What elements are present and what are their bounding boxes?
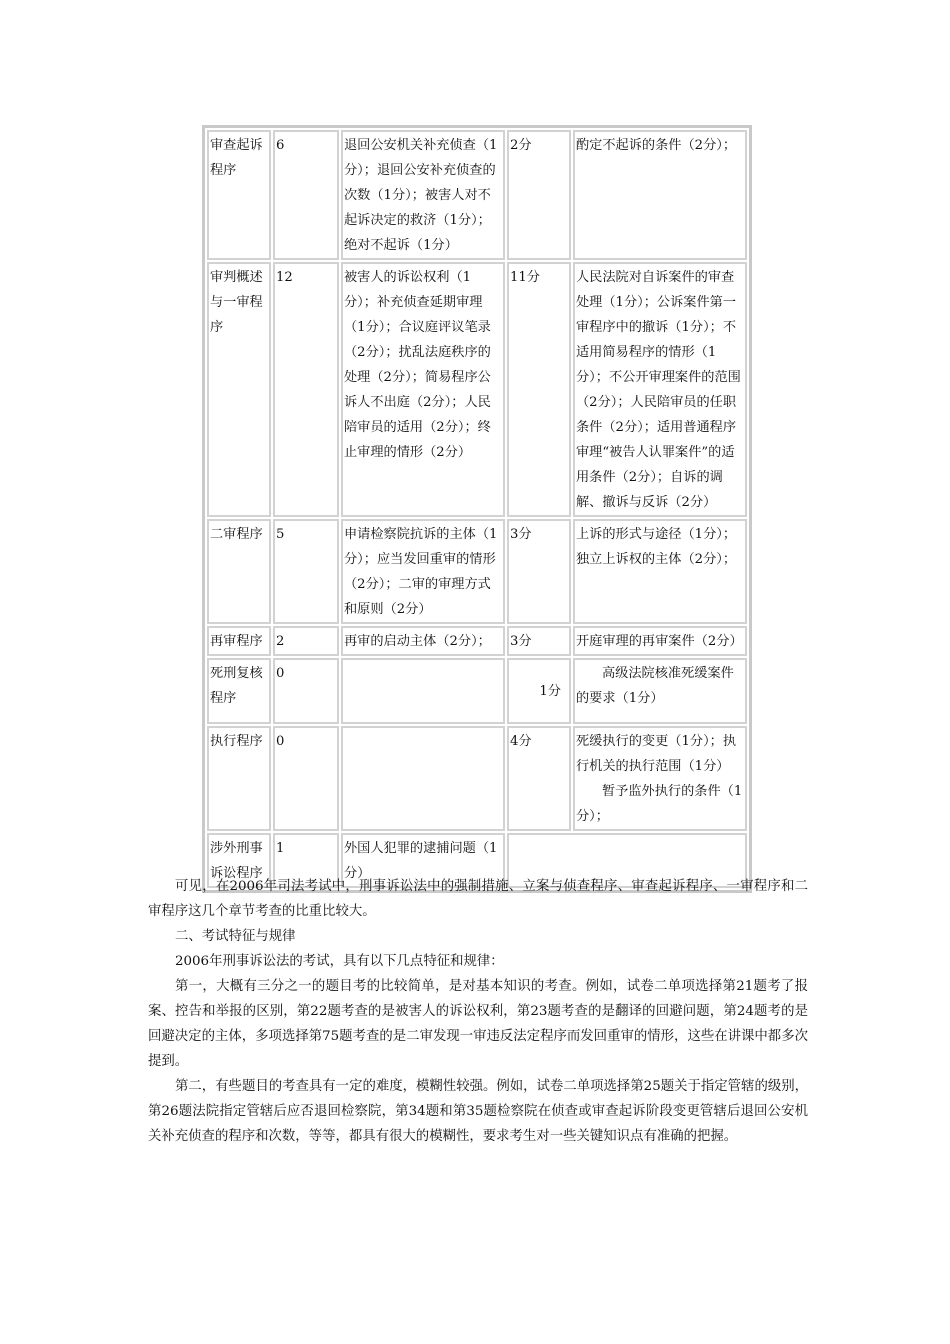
paragraph: 2006年刑事诉讼法的考试，具有以下几点特征和规律： <box>175 954 504 969</box>
points-other-text: 高级法院核准死缓案件的要求（1分） <box>576 666 734 706</box>
score-2006-cell: 2 <box>273 626 339 656</box>
score-other-cell <box>507 658 571 724</box>
table-row <box>207 626 747 656</box>
points-2006-cell: 退回公安机关补充侦查（1分）；退回公安补充侦查的次数（1分）；被害人对不起诉决定的救济（1分）；绝对不起诉（1分） <box>341 130 505 260</box>
paragraph: 第二，有些题目的考查具有一定的难度，模糊性较强。例如，试卷二单项选择第25题关于指定管辖的级别，第26题法院指定管辖后应否退回检察院，第34题和第35题检察院在侦查或审查起诉阶段变更管辖后退回公安机关补充侦查的程序和次数，等等，都具有很大的模糊性，要求考生对一些关键知识点有准确的把握。 <box>148 1079 809 1144</box>
points-2006-cell: 被害人的诉讼权利（1分）；补充侦查延期审理（1分）；合议庭评议笔录（2分）；扰乱法庭秩序的处理（2分）；简易程序公诉人不出庭（2分）；人民陪审员的适用（2分）；终止审理的情形（2分） <box>341 262 505 517</box>
paragraph: 第一，大概有三分之一的题目考的比较简单，是对基本知识的考查。例如，试卷二单项选择第21题考了报案、控告和举报的区别，第22题考查的是被害人的诉讼权利，第23题考查的是翻译的回避问题，第24题考的是回避决定的主体，多项选择第75题考查的是二审发现一审违反法定程序而发回重审的情形，这些在讲课中都多次提到。 <box>148 979 808 1069</box>
chapter-cell: 涉外刑事诉讼程序 <box>207 833 271 888</box>
score-other-cell: 3分 <box>507 519 571 624</box>
table-row <box>207 726 747 831</box>
score-other-text: 1分 <box>539 684 561 699</box>
score-2006-cell: 5 <box>273 519 339 624</box>
points-2006-cell <box>341 658 505 724</box>
points-other-cell: 开庭审理的再审案件（2分） <box>573 626 747 656</box>
score-other-cell: 2分 <box>507 130 571 260</box>
chapter-cell: 审判概述与一审程序 <box>207 262 271 517</box>
table-row <box>207 519 747 624</box>
chapter-cell: 死刑复核程序 <box>207 658 271 724</box>
score-2006-cell: 6 <box>273 130 339 260</box>
table-row <box>207 262 747 517</box>
score-other-cell: 4分 <box>507 726 571 831</box>
paragraph: 可见，在2006年司法考试中，刑事诉讼法中的强制措施、立案与侦查程序、审查起诉程序、一审程序和二审程序这几个章节考查的比重比较大。 <box>148 879 808 919</box>
score-2006-cell: 0 <box>273 726 339 831</box>
points-other-cell: 酌定不起诉的条件（2分）； <box>573 130 747 260</box>
chapter-cell: 二审程序 <box>207 519 271 624</box>
points-other-cell: 上诉的形式与途径（1分）；独立上诉权的主体（2分）； <box>573 519 747 624</box>
points-other-cell <box>573 658 747 724</box>
body-text <box>148 874 808 1149</box>
points-other-cell <box>573 726 747 831</box>
score-2006-cell: 0 <box>273 658 339 724</box>
points-2006-cell: 外国人犯罪的逮捕问题（1分） <box>341 833 505 888</box>
score-2006-cell: 12 <box>273 262 339 517</box>
chapter-cell: 再审程序 <box>207 626 271 656</box>
chapter-cell: 执行程序 <box>207 726 271 831</box>
points-2006-cell: 申请检察院抗诉的主体（1分）；应当发回重审的情形（2分）；二审的审理方式和原则（2分） <box>341 519 505 624</box>
points-2006-cell <box>341 726 505 831</box>
exam-statistics-table <box>202 125 752 893</box>
table-row <box>207 130 747 260</box>
section-heading: 二、考试特征与规律 <box>175 929 296 944</box>
score-other-cell: 3分 <box>507 626 571 656</box>
table-row <box>207 658 747 724</box>
chapter-cell: 审查起诉程序 <box>207 130 271 260</box>
points-other-text: 暂予监外执行的条件（1分）； <box>576 784 743 824</box>
points-other-text: 死缓执行的变更（1分）；执行机关的执行范围（1分） <box>576 734 737 774</box>
points-2006-cell: 再审的启动主体（2分）； <box>341 626 505 656</box>
points-other-cell: 人民法院对自诉案件的审查处理（1分）；公诉案件第一审程序中的撤诉（1分）；不适用简易程序的情形（1分）；不公开审理案件的范围（2分）；人民陪审员的任职条件（2分）；适用普通程序审理“被告人认罪案件”的适用条件（2分）；自诉的调解、撤诉与反诉（2分） <box>573 262 747 517</box>
score-other-cell: 11分 <box>507 262 571 517</box>
score-2006-cell: 1 <box>273 833 339 888</box>
